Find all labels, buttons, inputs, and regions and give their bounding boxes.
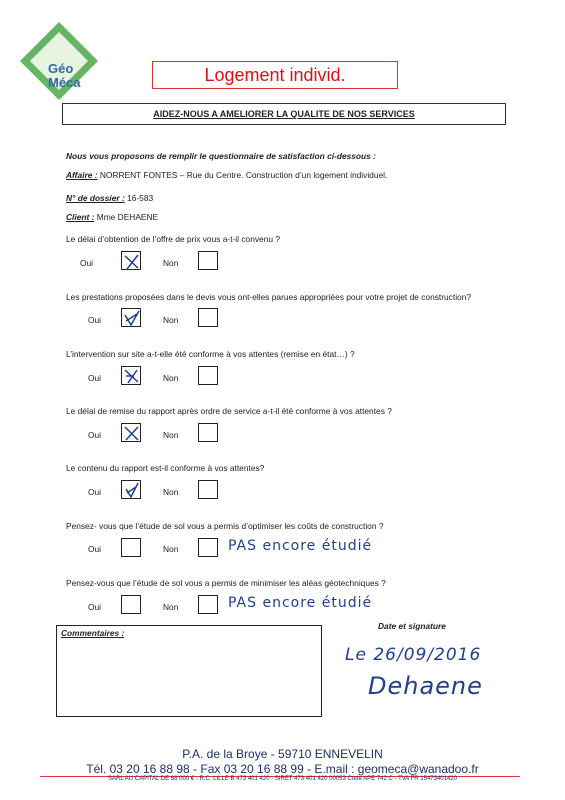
footer-address: P.A. de la Broye - 59710 ENNEVELIN xyxy=(182,747,383,761)
q1-non-checkbox[interactable] xyxy=(198,251,218,270)
handwritten-check-icon xyxy=(122,424,142,443)
signature-label: Date et signature xyxy=(378,621,446,631)
q7-non-label: Non xyxy=(163,602,179,612)
q6-handwritten-note: PAS encore étudié xyxy=(228,538,373,554)
question-5: Le contenu du rapport est-il conforme à vos attentes? xyxy=(66,463,265,473)
client-label: Client : xyxy=(66,212,95,222)
q4-oui-label: Oui xyxy=(88,430,102,440)
q5-oui-checkbox[interactable] xyxy=(121,480,141,499)
question-1: Le délai d’obtention de l’offre de prix vous a-t-il convenu ? xyxy=(66,234,281,244)
q3-oui-label: Oui xyxy=(88,373,102,383)
handwritten-check-icon xyxy=(122,252,142,271)
q5-non-checkbox[interactable] xyxy=(198,480,218,499)
q1-oui-checkbox[interactable] xyxy=(121,251,141,270)
affaire-label: Affaire : xyxy=(66,170,98,180)
q7-oui-checkbox[interactable] xyxy=(121,595,141,614)
handwritten-signature: Dehaene xyxy=(368,672,483,700)
question-6: Pensez- vous que l’étude de sol vous a permis d’optimiser les coûts de construction ? xyxy=(66,521,384,531)
q5-non-label: Non xyxy=(163,487,179,497)
q2-oui-label: Oui xyxy=(88,315,102,325)
footer-contact: Tél. 03 20 16 88 98 - Fax 03 20 16 88 99 - E.mail : geomeca@wanadoo.fr xyxy=(86,762,479,776)
question-4: Le délai de remise du rapport après ordre de service a-t-il été conforme à vos attentes ? xyxy=(66,406,392,416)
q1-oui-label: Oui xyxy=(80,258,94,268)
comments-label: Commentaires : xyxy=(61,628,125,638)
q6-non-label: Non xyxy=(163,544,179,554)
survey-banner: AIDEZ-NOUS A AMELIORER LA QUALITE DE NOS SERVICES xyxy=(62,103,506,125)
logo-line-2: Méca xyxy=(48,75,81,90)
q1-non-label: Non xyxy=(163,258,179,268)
logo-line-1: Géo xyxy=(48,61,74,76)
intro-text: Nous vous proposons de remplir le questionnaire de satisfaction ci-dessous : xyxy=(66,151,376,161)
q6-non-checkbox[interactable] xyxy=(198,538,218,557)
document-title: Logement individ. xyxy=(152,61,398,89)
handwritten-check-icon xyxy=(122,367,142,386)
q7-handwritten-note: PAS encore étudié xyxy=(228,595,373,611)
q5-oui-label: Oui xyxy=(88,487,102,497)
client-value: Mme DEHAENE xyxy=(96,212,159,222)
handwritten-check-icon xyxy=(122,481,142,500)
q7-oui-label: Oui xyxy=(88,602,102,612)
q4-oui-checkbox[interactable] xyxy=(121,423,141,442)
company-logo xyxy=(18,20,100,102)
affaire-value: NORRENT FONTES – Rue du Centre. Construction d’un logement individuel. xyxy=(99,170,388,180)
q6-oui-checkbox[interactable] xyxy=(121,538,141,557)
affaire-line xyxy=(66,170,387,180)
dossier-label: N° de dossier : xyxy=(66,193,125,203)
q4-non-checkbox[interactable] xyxy=(198,423,218,442)
footer-legal: SARL AU CAPITAL DE 88 000 € - R.C. LILLE B 473 401 420 - SIRET 473 401 420 00053 Code APE 742 C - TVA FR 15473401420 xyxy=(108,776,457,782)
q3-non-label: Non xyxy=(163,373,179,383)
q2-oui-checkbox[interactable] xyxy=(121,308,141,327)
question-3: L’intervention sur site a-t-elle été conforme à vos attentes (remise en état…) ? xyxy=(66,349,355,359)
logo-text xyxy=(48,62,81,90)
handwritten-date: Le 26/09/2016 xyxy=(345,645,482,665)
dossier-value: 16-583 xyxy=(127,193,154,203)
q3-non-checkbox[interactable] xyxy=(198,366,218,385)
q4-non-label: Non xyxy=(163,430,179,440)
q2-non-label: Non xyxy=(163,315,179,325)
q6-oui-label: Oui xyxy=(88,544,102,554)
comments-box[interactable] xyxy=(56,625,322,717)
q3-oui-checkbox[interactable] xyxy=(121,366,141,385)
handwritten-check-icon xyxy=(122,309,142,328)
q7-non-checkbox[interactable] xyxy=(198,595,218,614)
client-line xyxy=(66,212,158,222)
dossier-line xyxy=(66,193,153,203)
question-7: Pensez-vous que l’étude de sol vous a permis de minimiser les aléas géotechniques ? xyxy=(66,578,386,588)
question-2: Les prestations proposées dans le devis vous ont-elles parues appropriées pour votre projet de construction? xyxy=(66,292,472,302)
q2-non-checkbox[interactable] xyxy=(198,308,218,327)
